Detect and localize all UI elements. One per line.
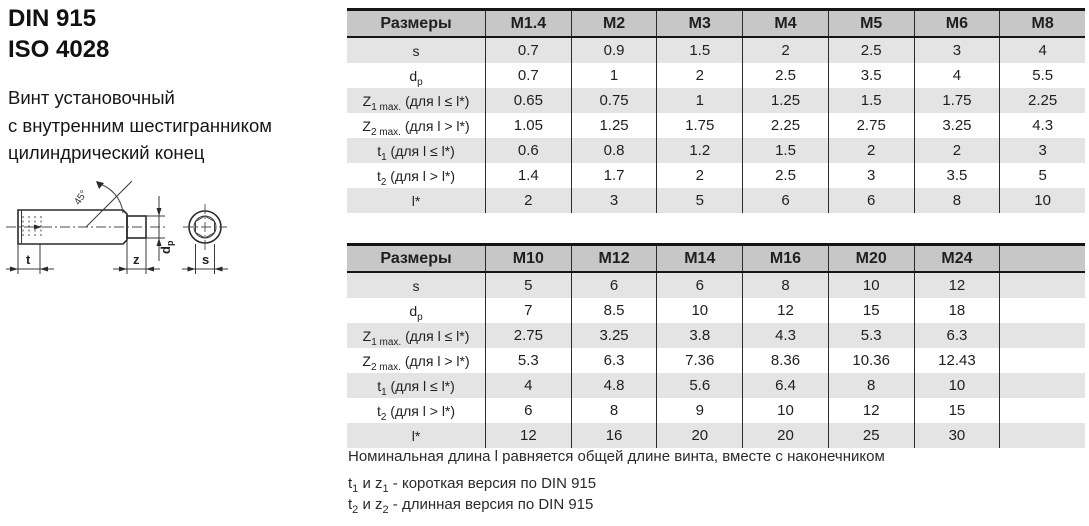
value-cell: 1.25	[742, 88, 828, 113]
value-cell: 3.8	[656, 323, 742, 348]
value-cell: 2	[914, 138, 1000, 163]
column-header: M1.4	[485, 11, 571, 36]
value-cell: 20	[656, 423, 742, 448]
value-cell: 1.2	[656, 138, 742, 163]
value-cell: 1.25	[571, 113, 657, 138]
value-cell: 5.3	[828, 323, 914, 348]
value-cell	[999, 398, 1085, 423]
value-cell	[999, 323, 1085, 348]
value-cell: 2.25	[742, 113, 828, 138]
standard-din: DIN 915	[8, 5, 97, 32]
value-cell	[999, 298, 1085, 323]
table-row	[347, 138, 1085, 163]
value-cell: 3.5	[914, 163, 1000, 188]
value-cell: 3	[571, 188, 657, 213]
value-cell: 2.75	[485, 323, 571, 348]
table-row	[347, 188, 1085, 213]
value-cell: 8	[914, 188, 1000, 213]
value-cell: 6.4	[742, 373, 828, 398]
dimensions-table-m10-m24	[347, 243, 1085, 448]
description-line: Винт установочный	[8, 87, 175, 108]
value-cell: 1.5	[656, 38, 742, 63]
value-cell: 4.8	[571, 373, 657, 398]
value-cell: 0.65	[485, 88, 571, 113]
dimensions-table-m1.4-m8	[347, 8, 1085, 213]
table-row	[347, 323, 1085, 348]
value-cell: 7.36	[656, 348, 742, 373]
value-cell: 1.75	[656, 113, 742, 138]
value-cell: 10	[656, 298, 742, 323]
column-header: M4	[742, 11, 828, 36]
value-cell: 4.3	[742, 323, 828, 348]
value-cell: 4.3	[999, 113, 1085, 138]
table-header-row	[347, 243, 1085, 273]
value-cell: 15	[828, 298, 914, 323]
value-cell: 6.3	[571, 348, 657, 373]
value-cell: 1.05	[485, 113, 571, 138]
column-header: M6	[914, 11, 1000, 36]
value-cell: 3	[828, 163, 914, 188]
value-cell: 0.9	[571, 38, 657, 63]
table-header-row	[347, 8, 1085, 38]
value-cell: 0.75	[571, 88, 657, 113]
value-cell: 3	[999, 138, 1085, 163]
value-cell	[999, 373, 1085, 398]
column-header: M10	[485, 246, 571, 271]
value-cell: 5.6	[656, 373, 742, 398]
table-row	[347, 38, 1085, 63]
angle-label: 45°	[72, 188, 90, 208]
row-label: $t_2$ (для l > l*)	[376, 402, 456, 423]
value-cell: 2.25	[999, 88, 1085, 113]
value-cell: 1.5	[828, 88, 914, 113]
value-cell: 8	[742, 273, 828, 298]
value-cell: 5	[485, 273, 571, 298]
value-cell: 30	[914, 423, 1000, 448]
row-label: $t_2$ (для l > l*)	[376, 167, 456, 188]
standard-iso: ISO 4028	[8, 36, 110, 63]
value-cell: 6.3	[914, 323, 1000, 348]
value-cell	[999, 423, 1085, 448]
value-cell: 25	[828, 423, 914, 448]
value-cell: 2.5	[828, 38, 914, 63]
description-line: цилиндрический конец	[8, 142, 205, 163]
value-cell: 1	[656, 88, 742, 113]
column-header: M12	[571, 246, 657, 271]
footnote-nominal-length: Номинальная длина l равняется общей длине винта, вместе с наконечником	[348, 448, 885, 465]
row-label: l*	[411, 192, 421, 209]
column-header: M2	[571, 11, 657, 36]
dimension-s-label: s	[202, 252, 210, 267]
column-header: M3	[656, 11, 742, 36]
value-cell: 3	[914, 38, 1000, 63]
value-cell: 2	[656, 163, 742, 188]
screw-technical-drawing	[2, 176, 252, 291]
value-cell: 3.25	[914, 113, 1000, 138]
value-cell: 20	[742, 423, 828, 448]
value-cell: 9	[656, 398, 742, 423]
value-cell: 8	[571, 398, 657, 423]
column-header: M16	[742, 246, 828, 271]
value-cell: 6	[485, 398, 571, 423]
row-label: l*	[411, 427, 421, 444]
value-cell: 2	[656, 63, 742, 88]
value-cell: 2.75	[828, 113, 914, 138]
row-label: $t_1$ (для l ≤ l*)	[377, 377, 455, 398]
value-cell: 1.5	[742, 138, 828, 163]
row-label: $Z_{2 max.}$ (для l > l*)	[362, 117, 470, 138]
table-row	[347, 273, 1085, 298]
screw-end-view	[182, 204, 228, 274]
value-cell: 10	[742, 398, 828, 423]
standard-titles	[8, 3, 109, 65]
value-cell: 10.36	[828, 348, 914, 373]
value-cell: 12.43	[914, 348, 1000, 373]
value-cell: 8	[828, 373, 914, 398]
screw-side-view	[6, 181, 175, 274]
value-cell	[999, 273, 1085, 298]
dimension-dp	[146, 196, 175, 261]
row-label: $d_p$	[409, 302, 423, 323]
value-cell: 6	[656, 273, 742, 298]
value-cell: 5.3	[485, 348, 571, 373]
value-cell: 12	[828, 398, 914, 423]
row-label: $d_p$	[409, 67, 423, 88]
row-label: $Z_{1 max.}$ (для l ≤ l*)	[362, 92, 470, 113]
value-cell: 4	[485, 373, 571, 398]
dimension-z-label: z	[133, 252, 140, 267]
product-description	[8, 84, 272, 167]
value-cell: 1.7	[571, 163, 657, 188]
column-header	[999, 246, 1085, 271]
description-line: с внутренним шестигранником	[8, 114, 272, 136]
value-cell: 8.36	[742, 348, 828, 373]
row-label: $Z_{1 max.}$ (для l ≤ l*)	[362, 327, 470, 348]
value-cell: 15	[914, 398, 1000, 423]
value-cell: 6	[828, 188, 914, 213]
table-row	[347, 348, 1085, 373]
value-cell: 6	[742, 188, 828, 213]
row-label: s	[412, 42, 420, 59]
value-cell: 8.5	[571, 298, 657, 323]
table-corner-header: Размеры	[380, 249, 452, 267]
value-cell: 4	[914, 63, 1000, 88]
value-cell: 7	[485, 298, 571, 323]
column-header: M24	[914, 246, 1000, 271]
value-cell: 1.4	[485, 163, 571, 188]
table-row	[347, 298, 1085, 323]
value-cell: 6	[571, 273, 657, 298]
row-label: $Z_{2 max.}$ (для l > l*)	[362, 352, 470, 373]
value-cell: 12	[914, 273, 1000, 298]
value-cell: 0.8	[571, 138, 657, 163]
value-cell: 10	[914, 373, 1000, 398]
table-row	[347, 163, 1085, 188]
value-cell: 1.75	[914, 88, 1000, 113]
value-cell: 16	[571, 423, 657, 448]
table-row	[347, 373, 1085, 398]
table-row	[347, 398, 1085, 423]
value-cell: 0.7	[485, 63, 571, 88]
table-row	[347, 423, 1085, 448]
row-label: s	[412, 277, 420, 294]
chamfer-angle-annotation	[72, 181, 132, 227]
value-cell: 5	[999, 163, 1085, 188]
value-cell: 2.5	[742, 63, 828, 88]
footnote-long-version: $t_2$ и $z_2$ - длинная версия по DIN 915	[348, 496, 594, 516]
column-header: M8	[999, 11, 1085, 36]
column-header: M5	[828, 11, 914, 36]
value-cell: 1	[571, 63, 657, 88]
value-cell: 5.5	[999, 63, 1085, 88]
value-cell: 12	[485, 423, 571, 448]
value-cell: 10	[999, 188, 1085, 213]
value-cell: 2.5	[742, 163, 828, 188]
dimension-dp-label: $d_p$	[158, 240, 175, 254]
column-header: M14	[656, 246, 742, 271]
value-cell: 0.7	[485, 38, 571, 63]
value-cell: 2	[828, 138, 914, 163]
table-row	[347, 88, 1085, 113]
value-cell: 0.6	[485, 138, 571, 163]
row-label: $t_1$ (для l ≤ l*)	[377, 142, 455, 163]
dimension-t-label: t	[26, 252, 31, 267]
value-cell: 2	[485, 188, 571, 213]
value-cell: 3.5	[828, 63, 914, 88]
footnote-short-version: $t_1$ и $z_1$ - короткая версия по DIN 915	[348, 475, 597, 495]
value-cell: 10	[828, 273, 914, 298]
value-cell	[999, 348, 1085, 373]
dimension-t	[6, 244, 54, 274]
value-cell: 2	[742, 38, 828, 63]
value-cell: 5	[656, 188, 742, 213]
column-header: M20	[828, 246, 914, 271]
table-row	[347, 113, 1085, 138]
table-corner-header: Размеры	[380, 14, 452, 32]
value-cell: 18	[914, 298, 1000, 323]
value-cell: 12	[742, 298, 828, 323]
table-row	[347, 63, 1085, 88]
value-cell: 3.25	[571, 323, 657, 348]
value-cell: 4	[999, 38, 1085, 63]
